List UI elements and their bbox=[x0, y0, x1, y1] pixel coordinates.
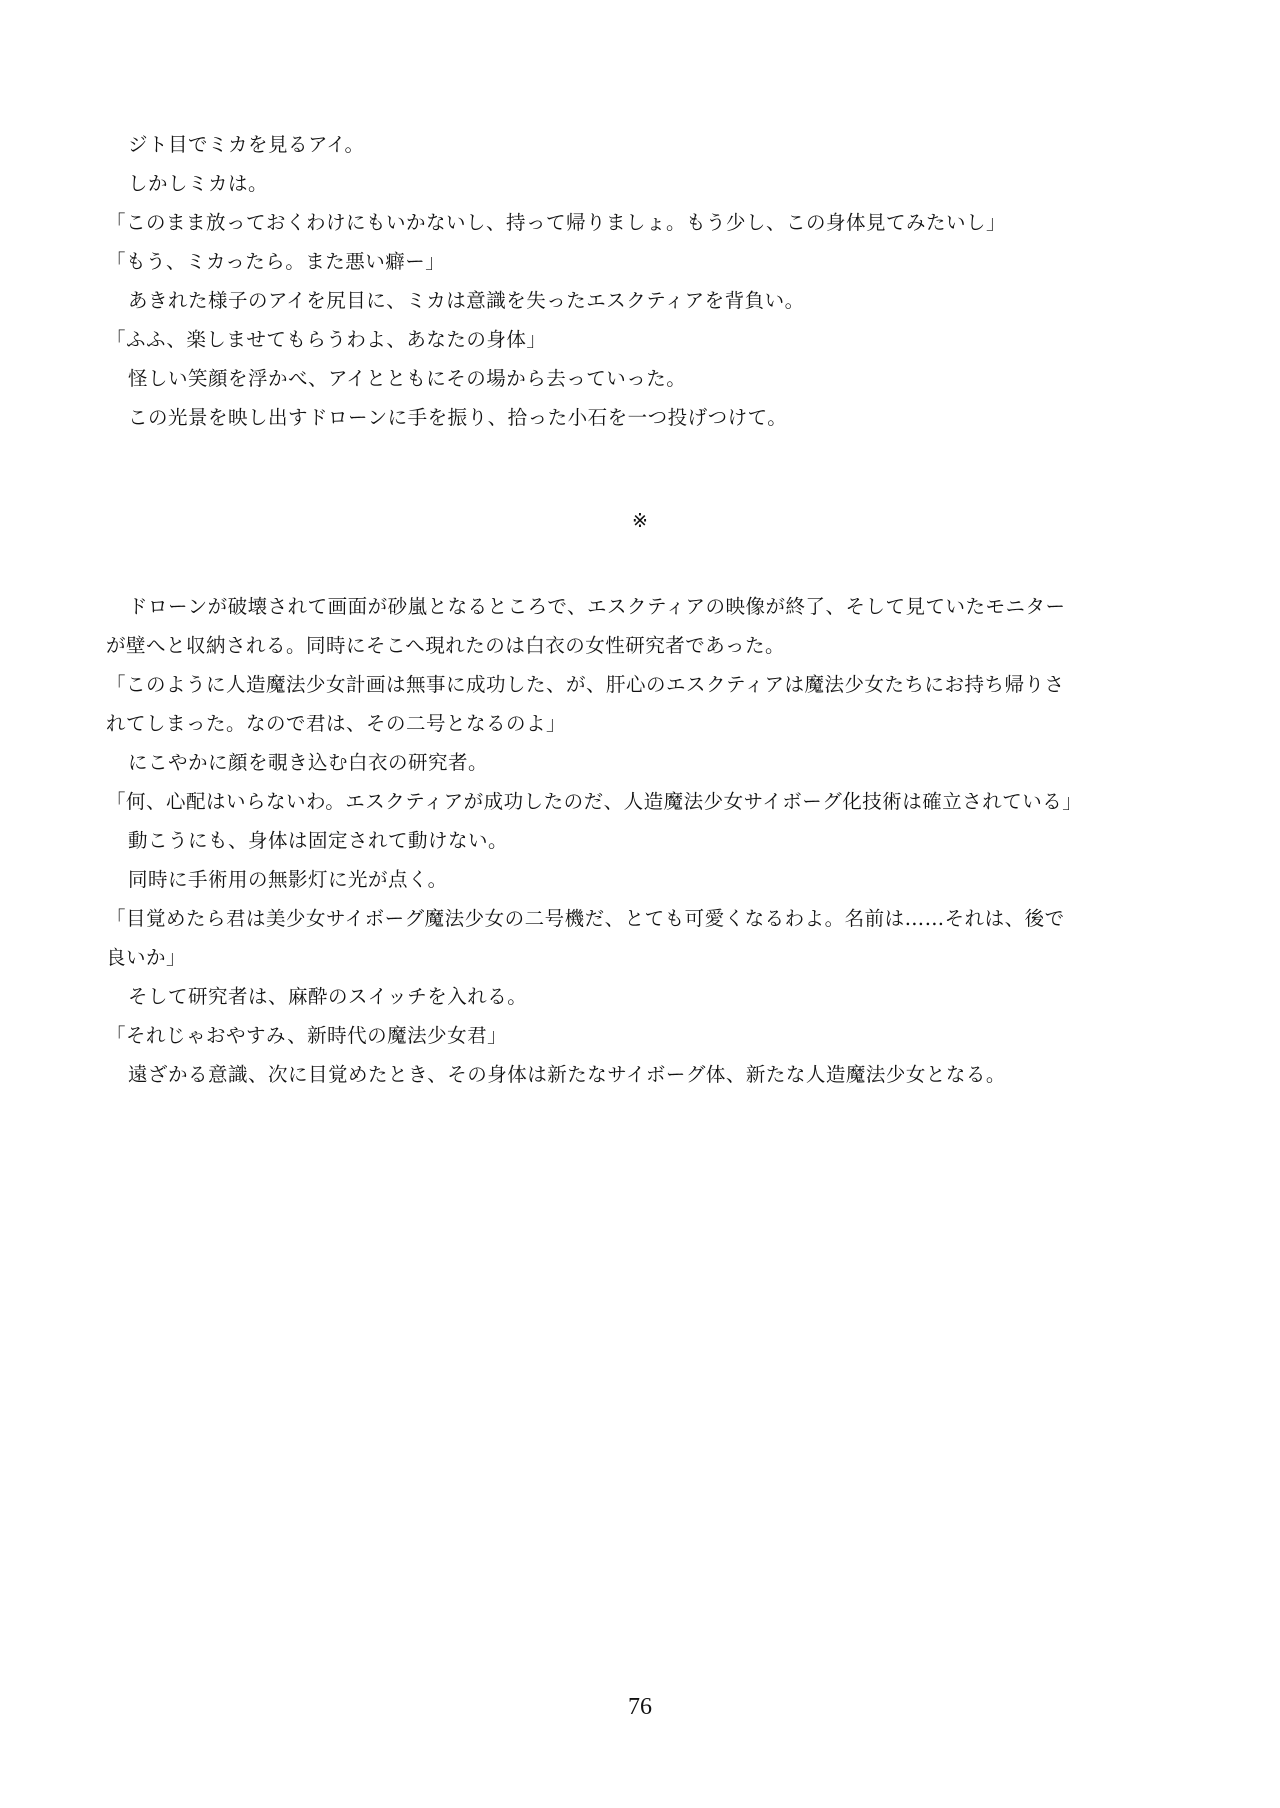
paragraph-line: 遠ざかる意識、次に目覚めたとき、その身体は新たなサイボーグ体、新たな人造魔法少女となる。 bbox=[128, 1063, 1006, 1086]
paragraph-line: 怪しい笑顔を浮かべ、アイとともにその場から去っていった。 bbox=[128, 367, 687, 390]
paragraph-line: にこやかに顔を覗き込む白衣の研究者。 bbox=[128, 751, 489, 774]
paragraph-line: 動こうにも、身体は固定されて動けない。 bbox=[128, 829, 509, 852]
paragraph-line: 同時に手術用の無影灯に光が点く。 bbox=[128, 868, 448, 891]
scene-separator: ※ bbox=[632, 510, 648, 532]
dialogue-line: 「このように人造魔法少女計画は無事に成功した、が、肝心のエスクティアは魔法少女たちにお持ち帰りさ bbox=[106, 673, 1065, 696]
dialogue-line: 「それじゃおやすみ、新時代の魔法少女君」 bbox=[106, 1024, 508, 1047]
paragraph-line: が壁へと収納される。同時にそこへ現れたのは白衣の女性研究者であった。 bbox=[106, 634, 786, 657]
paragraph-line: しかしミカは。 bbox=[128, 172, 269, 195]
page-number: 76 bbox=[628, 1694, 652, 1720]
dialogue-line: 「もう、ミカったら。また悪い癖ー」 bbox=[106, 250, 446, 273]
paragraph-line: この光景を映し出すドローンに手を振り、拾った小石を一つ投げつけて。 bbox=[128, 406, 788, 429]
paragraph-line: そして研究者は、麻酔のスイッチを入れる。 bbox=[128, 985, 528, 1008]
dialogue-line: 「何、心配はいらないわ。エスクティアが成功したのだ、人造魔法少女サイボーグ化技術は確立されている」 bbox=[106, 790, 1083, 813]
dialogue-line: 「目覚めたら君は美少女サイボーグ魔法少女の二号機だ、とても可愛くなるわよ。名前は……それは、後で bbox=[106, 907, 1065, 930]
paragraph-line: ジト目でミカを見るアイ。 bbox=[128, 133, 365, 156]
paragraph-line: あきれた様子のアイを尻目に、ミカは意識を失ったエスクティアを背負い。 bbox=[128, 289, 805, 312]
dialogue-line: れてしまった。なので君は、その二号となるのよ」 bbox=[106, 712, 567, 735]
dialogue-line: 「ふふ、楽しませてもらうわよ、あなたの身体」 bbox=[106, 328, 547, 351]
dialogue-line: 良いか」 bbox=[106, 946, 187, 969]
dialogue-line: 「このまま放っておくわけにもいかないし、持って帰りましょ。もう少し、この身体見てみたいし」 bbox=[106, 211, 1007, 234]
paragraph-line: ドローンが破壊されて画面が砂嵐となるところで、エスクティアの映像が終了、そして見ていたモニター bbox=[128, 595, 1066, 618]
